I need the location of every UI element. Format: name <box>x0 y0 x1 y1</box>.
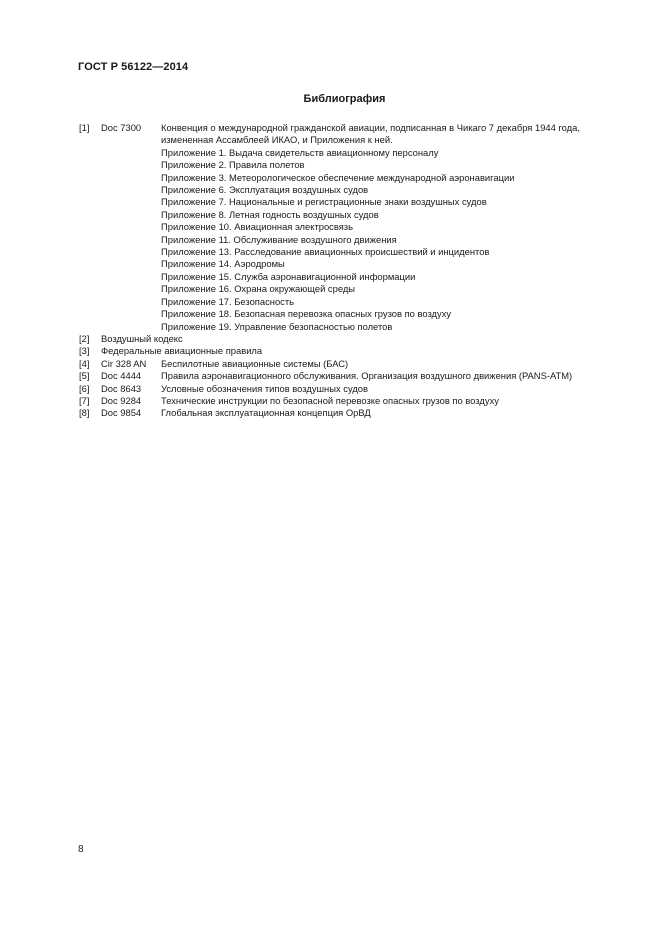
entry-text: Воздушный кодекс <box>101 332 183 344</box>
annex-item: Приложение 2. Правила полетов <box>161 159 305 171</box>
bibliography-entry <box>79 333 624 345</box>
entry-text: Условные обозначения типов воздушных судов <box>161 382 368 394</box>
annex-item: Приложение 18. Безопасная перевозка опасных грузов по воздуху <box>161 308 452 320</box>
annex-item: Приложение 1. Выдача свидетельств авиационному персоналу <box>161 146 439 158</box>
entry-text: Технические инструкции по безопасной перевозке опасных грузов по воздуху <box>161 394 499 406</box>
annex-item: Приложение 11. Обслуживание воздушного движения <box>161 233 397 245</box>
bibliography-entry <box>79 370 624 382</box>
bibliography-entry <box>79 383 624 395</box>
annex-item: Приложение 19. Управление безопасностью полетов <box>161 320 393 332</box>
entry-doc-code: Doc 9854 <box>101 407 142 419</box>
entry-number: [8] <box>79 407 90 419</box>
entry-number: [7] <box>79 394 90 406</box>
entry-number: [4] <box>79 357 90 369</box>
entry-text: Конвенция о международной гражданской авиации, подписанная в Чикаго 7 декабря 1944 года, измененная Ассамблеей ИКАО, и Приложения к ней. <box>161 122 580 146</box>
annex-item: Приложение 13. Расследование авиационных происшествий и инцидентов <box>161 246 490 258</box>
page-number: 8 <box>78 844 84 855</box>
annex-item: Приложение 16. Охрана окружающей среды <box>161 283 356 295</box>
entry-doc-code: Cir 328 AN <box>101 357 147 369</box>
page-title: Библиография <box>303 93 386 105</box>
entry-text: Правила аэронавигационного обслуживания. Организация воздушного движения (PANS-ATM) <box>161 370 573 382</box>
annex-item: Приложение 7. Национальные и регистрационные знаки воздушных судов <box>161 196 487 208</box>
entry-text-block <box>161 122 624 333</box>
bibliography-entry <box>79 407 624 419</box>
entry-number: [3] <box>79 345 90 357</box>
entry-text: Беспилотные авиационные системы (БАС) <box>161 357 349 369</box>
annex-item: Приложение 14. Аэродромы <box>161 258 285 270</box>
annex-item: Приложение 3. Метеорологическое обеспечение международной аэронавигации <box>161 171 515 183</box>
bibliography-entry <box>79 358 624 370</box>
document-code: ГОСТ Р 56122—2014 <box>78 61 189 73</box>
entry-doc-code: Doc 7300 <box>101 122 142 133</box>
entry-number: [6] <box>79 382 90 394</box>
bibliography-entry <box>79 122 624 333</box>
entry-number: [2] <box>79 332 90 344</box>
entry-text: Федеральные авиационные правила <box>101 345 263 357</box>
annex-item: Приложение 15. Служба аэронавигационной информации <box>161 270 416 282</box>
annex-item: Приложение 6. Эксплуатация воздушных судов <box>161 184 369 196</box>
entry-text: Глобальная эксплуатационная концепция ОрВД <box>161 407 371 419</box>
annex-item: Приложение 8. Летная годность воздушных судов <box>161 208 379 220</box>
entry-doc-code: Doc 4444 <box>101 370 142 382</box>
bibliography-entry <box>79 395 624 407</box>
annex-item: Приложение 10. Авиационная электросвязь <box>161 221 353 233</box>
bibliography-list <box>79 122 624 420</box>
entry-doc-code: Doc 8643 <box>101 382 142 394</box>
entry-number: [1] <box>79 122 90 133</box>
entry-doc-code: Doc 9284 <box>101 394 142 406</box>
annex-item: Приложение 17. Безопасность <box>161 295 295 307</box>
entry-number: [5] <box>79 370 90 382</box>
bibliography-entry <box>79 345 624 357</box>
